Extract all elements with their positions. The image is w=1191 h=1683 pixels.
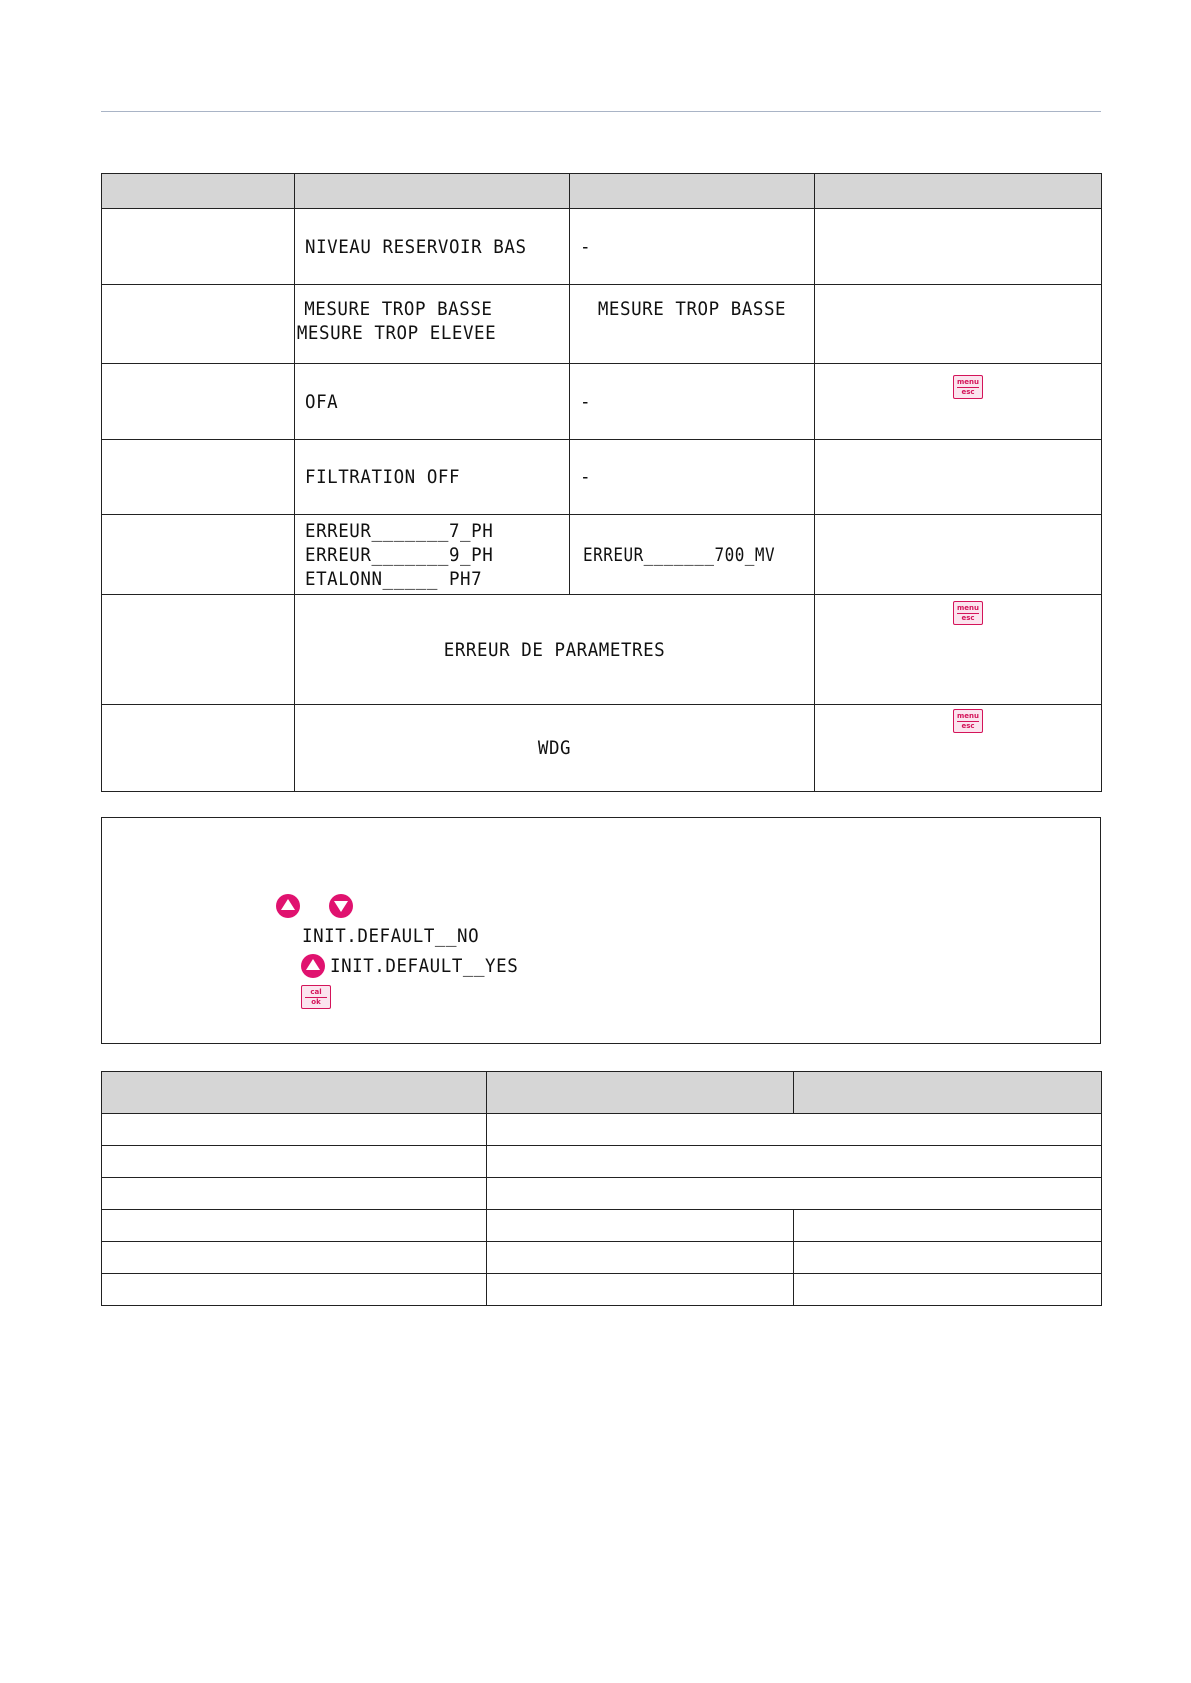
lcd-text: ERREUR DE PARAMETRES bbox=[443, 638, 666, 661]
table-cell bbox=[487, 1114, 1102, 1146]
table-cell bbox=[815, 440, 1102, 515]
table-cell bbox=[487, 1274, 794, 1306]
table-cell bbox=[794, 1274, 1102, 1306]
table-header-row bbox=[102, 174, 1102, 209]
table-cell bbox=[295, 515, 570, 595]
table-cell bbox=[295, 705, 815, 792]
table-cell bbox=[102, 1146, 487, 1178]
table-row bbox=[102, 285, 1102, 364]
table-row bbox=[102, 1242, 1102, 1274]
lcd-text: - bbox=[580, 390, 592, 413]
lcd-text: ERREUR_______7_PH bbox=[305, 519, 494, 542]
key-label: esc bbox=[961, 388, 975, 396]
table-header-row bbox=[102, 1072, 1102, 1114]
table-row bbox=[102, 1274, 1102, 1306]
table-cell bbox=[102, 209, 295, 285]
arrow-down-icon bbox=[329, 894, 353, 918]
header-cell bbox=[815, 174, 1102, 209]
arrow-up-icon bbox=[276, 894, 300, 918]
lcd-text: OFA bbox=[305, 390, 339, 413]
menu-esc-key-icon bbox=[953, 709, 983, 733]
table-cell bbox=[102, 705, 295, 792]
table-cell bbox=[487, 1146, 1102, 1178]
lcd-text: INIT.DEFAULT__NO bbox=[302, 925, 480, 947]
table-row bbox=[102, 209, 1102, 285]
table-cell bbox=[102, 285, 295, 364]
settings-table bbox=[101, 1071, 1102, 1306]
table-row bbox=[102, 1146, 1102, 1178]
table-row bbox=[102, 1178, 1102, 1210]
key-label: esc bbox=[961, 722, 975, 730]
lcd-text: MESURE TROP BASSE bbox=[597, 298, 787, 320]
table-row bbox=[102, 515, 1102, 595]
table-cell bbox=[570, 285, 815, 364]
lcd-text: MESURE TROP ELEVEE bbox=[296, 322, 497, 344]
header-cell bbox=[102, 174, 295, 209]
table-cell bbox=[102, 1210, 487, 1242]
key-label: cal bbox=[310, 988, 322, 996]
header-cell bbox=[487, 1072, 794, 1114]
table-cell bbox=[102, 515, 295, 595]
table-cell bbox=[487, 1210, 794, 1242]
table-row bbox=[102, 364, 1102, 440]
table-cell bbox=[570, 209, 815, 285]
lcd-text: WDG bbox=[537, 737, 572, 759]
table-cell bbox=[295, 285, 570, 364]
header-cell bbox=[102, 1072, 487, 1114]
table-cell bbox=[102, 1114, 487, 1146]
key-label: menu bbox=[956, 712, 979, 720]
cal-ok-key-icon bbox=[301, 985, 331, 1009]
table-cell bbox=[102, 364, 295, 440]
header-rule bbox=[101, 111, 1101, 112]
header-cell bbox=[295, 174, 570, 209]
table-cell bbox=[295, 595, 815, 705]
table-cell bbox=[102, 595, 295, 705]
table-cell bbox=[815, 364, 1102, 440]
table-cell bbox=[295, 209, 570, 285]
table-row bbox=[102, 1210, 1102, 1242]
table-row bbox=[102, 1114, 1102, 1146]
table-cell bbox=[794, 1242, 1102, 1274]
lcd-text: FILTRATION OFF bbox=[305, 466, 461, 488]
table-cell bbox=[794, 1210, 1102, 1242]
lcd-text: ERREUR_______9_PH bbox=[305, 543, 494, 566]
key-label: ok bbox=[311, 998, 321, 1006]
key-label: menu bbox=[956, 604, 979, 612]
table-cell bbox=[102, 1274, 487, 1306]
table-row bbox=[102, 595, 1102, 705]
lcd-text: - bbox=[580, 466, 592, 488]
lcd-text: MESURE TROP BASSE bbox=[304, 298, 493, 320]
lcd-text: NIVEAU RESERVOIR BAS bbox=[305, 235, 527, 258]
table-cell bbox=[815, 209, 1102, 285]
key-label: menu bbox=[956, 378, 979, 386]
menu-esc-key-icon bbox=[953, 375, 983, 399]
init-default-box bbox=[101, 817, 1101, 1044]
lcd-text: ETALONN_____ PH7 bbox=[305, 567, 483, 590]
table-cell bbox=[570, 515, 815, 595]
table-cell bbox=[487, 1242, 794, 1274]
table-cell bbox=[570, 440, 815, 515]
table-cell bbox=[102, 440, 295, 515]
table-cell bbox=[570, 364, 815, 440]
lcd-text: - bbox=[580, 235, 592, 258]
lcd-text: INIT.DEFAULT__YES bbox=[330, 955, 519, 977]
table-cell bbox=[815, 705, 1102, 792]
table-cell bbox=[295, 364, 570, 440]
key-label: esc bbox=[961, 614, 975, 622]
table-row bbox=[102, 705, 1102, 792]
table-cell bbox=[815, 515, 1102, 595]
menu-esc-key-icon bbox=[953, 601, 983, 625]
message-table bbox=[101, 173, 1102, 792]
lcd-text: ERREUR_______700_MV bbox=[583, 543, 776, 566]
table-cell bbox=[815, 595, 1102, 705]
table-cell bbox=[295, 440, 570, 515]
header-cell bbox=[570, 174, 815, 209]
table-cell bbox=[487, 1178, 1102, 1210]
header-cell bbox=[794, 1072, 1102, 1114]
arrow-up-icon bbox=[301, 954, 325, 978]
table-cell bbox=[102, 1178, 487, 1210]
table-cell bbox=[815, 285, 1102, 364]
table-row bbox=[102, 440, 1102, 515]
table-cell bbox=[102, 1242, 487, 1274]
